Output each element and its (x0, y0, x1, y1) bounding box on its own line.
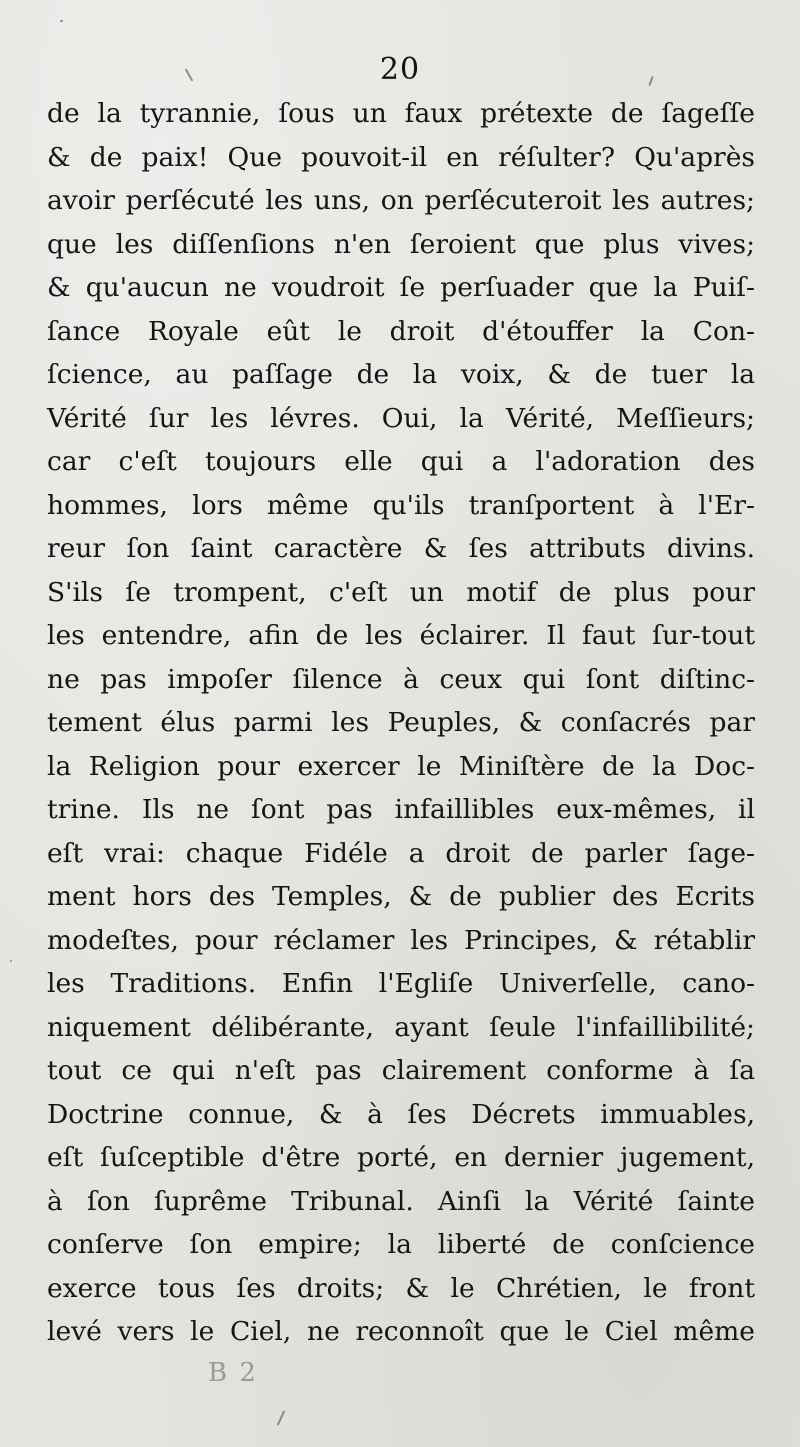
body-text (47, 92, 755, 1354)
text-line: à ſon ſuprême Tribunal. Ainſi la Vérité ſainte (47, 1185, 755, 1217)
text-line: la Religion pour exercer le Miniſtère de la Doc- (47, 750, 755, 782)
text-line: que les diſſenſions n'en ſeroient que plus vives; (47, 228, 755, 260)
page-number: 20 (379, 52, 421, 87)
text-line: ſcience, au paſſage de la voix, & de tuer la (47, 359, 755, 390)
paper-speck (277, 1410, 286, 1425)
signature-mark: B 2 (208, 1358, 258, 1388)
text-line: avoir perſécuté les uns, on perſécuteroit les autres; (47, 185, 755, 216)
text-line: levé vers le Ciel, ne reconnoît que le Ciel même (47, 1316, 755, 1347)
text-line: trine. Ils ne ſont pas infaillibles eux-mêmes, il (47, 794, 755, 825)
text-line: les entendre, afin de les éclairer. Il faut ſur-tout (47, 620, 755, 651)
text-line: Vérité ſur les lévres. Oui, la Vérité, Meſſieurs; (47, 402, 755, 434)
text-line: hommes, lors même qu'ils tranſportent à l'Er- (47, 489, 755, 521)
paper-speck (10, 960, 12, 962)
text-line: ne pas impoſer ſilence à ceux qui ſont diſtinc- (47, 663, 755, 695)
text-line: S'ils ſe trompent, c'eſt un motif de plus pour (47, 576, 755, 608)
text-line: tement élus parmi les Peuples, & conſacrés par (47, 707, 755, 738)
text-line: reur ſon ſaint caractère & ſes attributs divins. (47, 533, 755, 564)
text-line: conſerve ſon empire; la liberté de conſcience (47, 1229, 755, 1260)
text-line: eſt vrai: chaque Fidéle a droit de parler ſage- (47, 837, 755, 869)
paper-speck (60, 20, 63, 22)
text-line: modeſtes, pour réclamer les Principes, & rétablir (47, 924, 755, 956)
text-line: de la tyrannie, ſous un faux prétexte de ſageſſe (47, 98, 755, 129)
text-line: & de paix! Que pouvoit-il en réſulter? Qu'après (47, 141, 755, 173)
text-line: eſt ſuſceptible d'être porté, en dernier jugement, (47, 1142, 755, 1173)
text-line: les Traditions. Enfin l'Egliſe Univerſelle, cano- (47, 968, 755, 999)
text-line: tout ce qui n'eſt pas clairement conforme à ſa (47, 1055, 755, 1086)
text-line: ſance Royale eût le droit d'étouffer la Con- (47, 315, 755, 347)
text-line: exerce tous ſes droits; & le Chrétien, le front (47, 1272, 755, 1304)
text-line: ment hors des Temples, & de publier des Ecrits (47, 881, 755, 912)
text-line: Doctrine connue, & à ſes Décrets immuables, (47, 1098, 755, 1130)
text-line: niquement délibérante, ayant ſeule l'infaillibilité; (47, 1011, 755, 1043)
text-line: & qu'aucun ne voudroit ſe perſuader que la Puiſ- (47, 272, 755, 303)
text-line: car c'eſt toujours elle qui a l'adoration des (47, 446, 755, 477)
